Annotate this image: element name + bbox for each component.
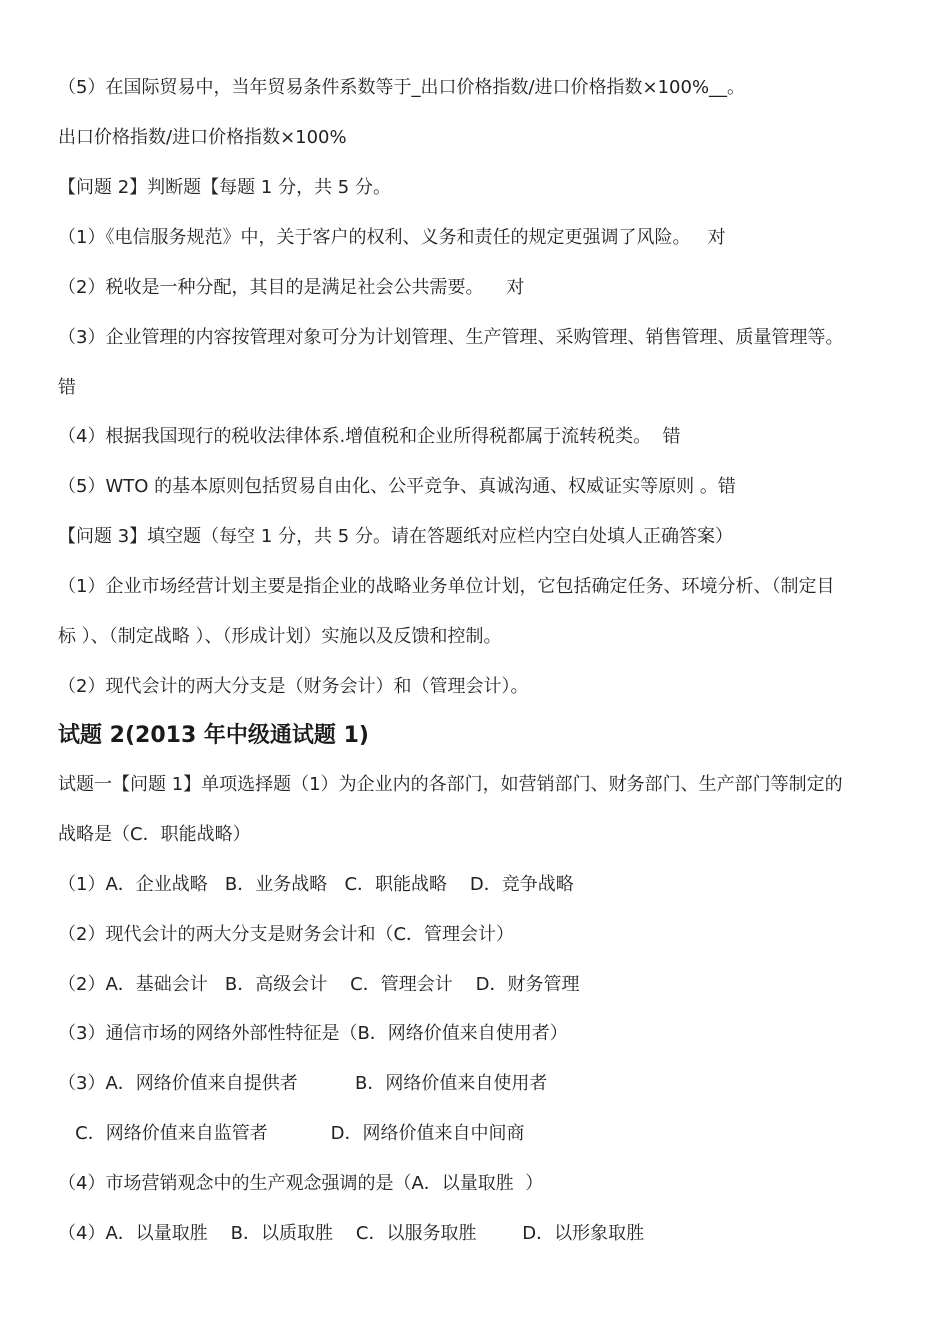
text-line: C．网络价值来自监管者 D．网络价值来自中间商 <box>58 1123 525 1144</box>
text-line: （2）现代会计的两大分支是财务会计和（C．管理会计） <box>58 924 515 945</box>
text-line: （2）现代会计的两大分支是（财务会计）和（管理会计）。 <box>58 676 529 697</box>
text-line: （4）A．以量取胜 B．以质取胜 C．以服务取胜 D．以形象取胜 <box>58 1223 645 1244</box>
text-line: （4）市场营销观念中的生产观念强调的是（A．以量取胜 ） <box>58 1173 544 1194</box>
text-line: 标 ）、（制定战略 ）、（形成计划）实施以及反馈和控制。 <box>58 626 502 647</box>
text-line: 错 <box>58 377 76 398</box>
text-line: 出口价格指数/进口价格指数×100% <box>58 127 347 148</box>
section-label: 【问题 3】填空题（每空 1 分，共 5 分。请在答题纸对应栏内空白处填人正确答案） <box>58 526 733 547</box>
text-line: （2）税收是一种分配，其目的是满足社会公共需要。 对 <box>58 277 525 298</box>
text-line: （5）在国际贸易中，当年贸易条件系数等于_出口价格指数/进口价格指数×100%__。 <box>58 77 746 98</box>
text-line: （1）企业市场经营计划主要是指企业的战略业务单位计划，它包括确定任务、环境分析、（制定目 <box>58 576 835 597</box>
section-heading: 试题 2(2013 年中级通试题 1) <box>58 723 369 748</box>
text-line: 战略是（C．职能战略） <box>58 824 251 845</box>
text-line: （1）A．企业战略 B．业务战略 C．职能战略 D．竞争战略 <box>58 874 574 895</box>
text-line: （3）A．网络价值来自提供者 B．网络价值来自使用者 <box>58 1073 548 1094</box>
text-line: （4）根据我国现行的税收法律体系.增值税和企业所得税都属于流转税类。 错 <box>58 426 681 447</box>
text-line: 试题一【问题 1】单项选择题（1）为企业内的各部门，如营销部门、财务部门、生产部门等制定的 <box>58 774 843 795</box>
text-line: （5）WTO 的基本原则包括贸易自由化、公平竞争、真诚沟通、权威证实等原则 。错 <box>58 476 736 497</box>
text-line: （3）企业管理的内容按管理对象可分为计划管理、生产管理、采购管理、销售管理、质量管理等。 <box>58 327 844 348</box>
text-line: （2）A．基础会计 B．高级会计 C．管理会计 D．财务管理 <box>58 974 580 995</box>
section-label: 【问题 2】判断题【每题 1 分，共 5 分。 <box>58 177 391 198</box>
text-line: （1）《电信服务规范》中，关于客户的权利、义务和责任的规定更强调了风险。 对 <box>58 227 726 248</box>
text-line: （3）通信市场的网络外部性特征是（B．网络价值来自使用者） <box>58 1023 568 1044</box>
